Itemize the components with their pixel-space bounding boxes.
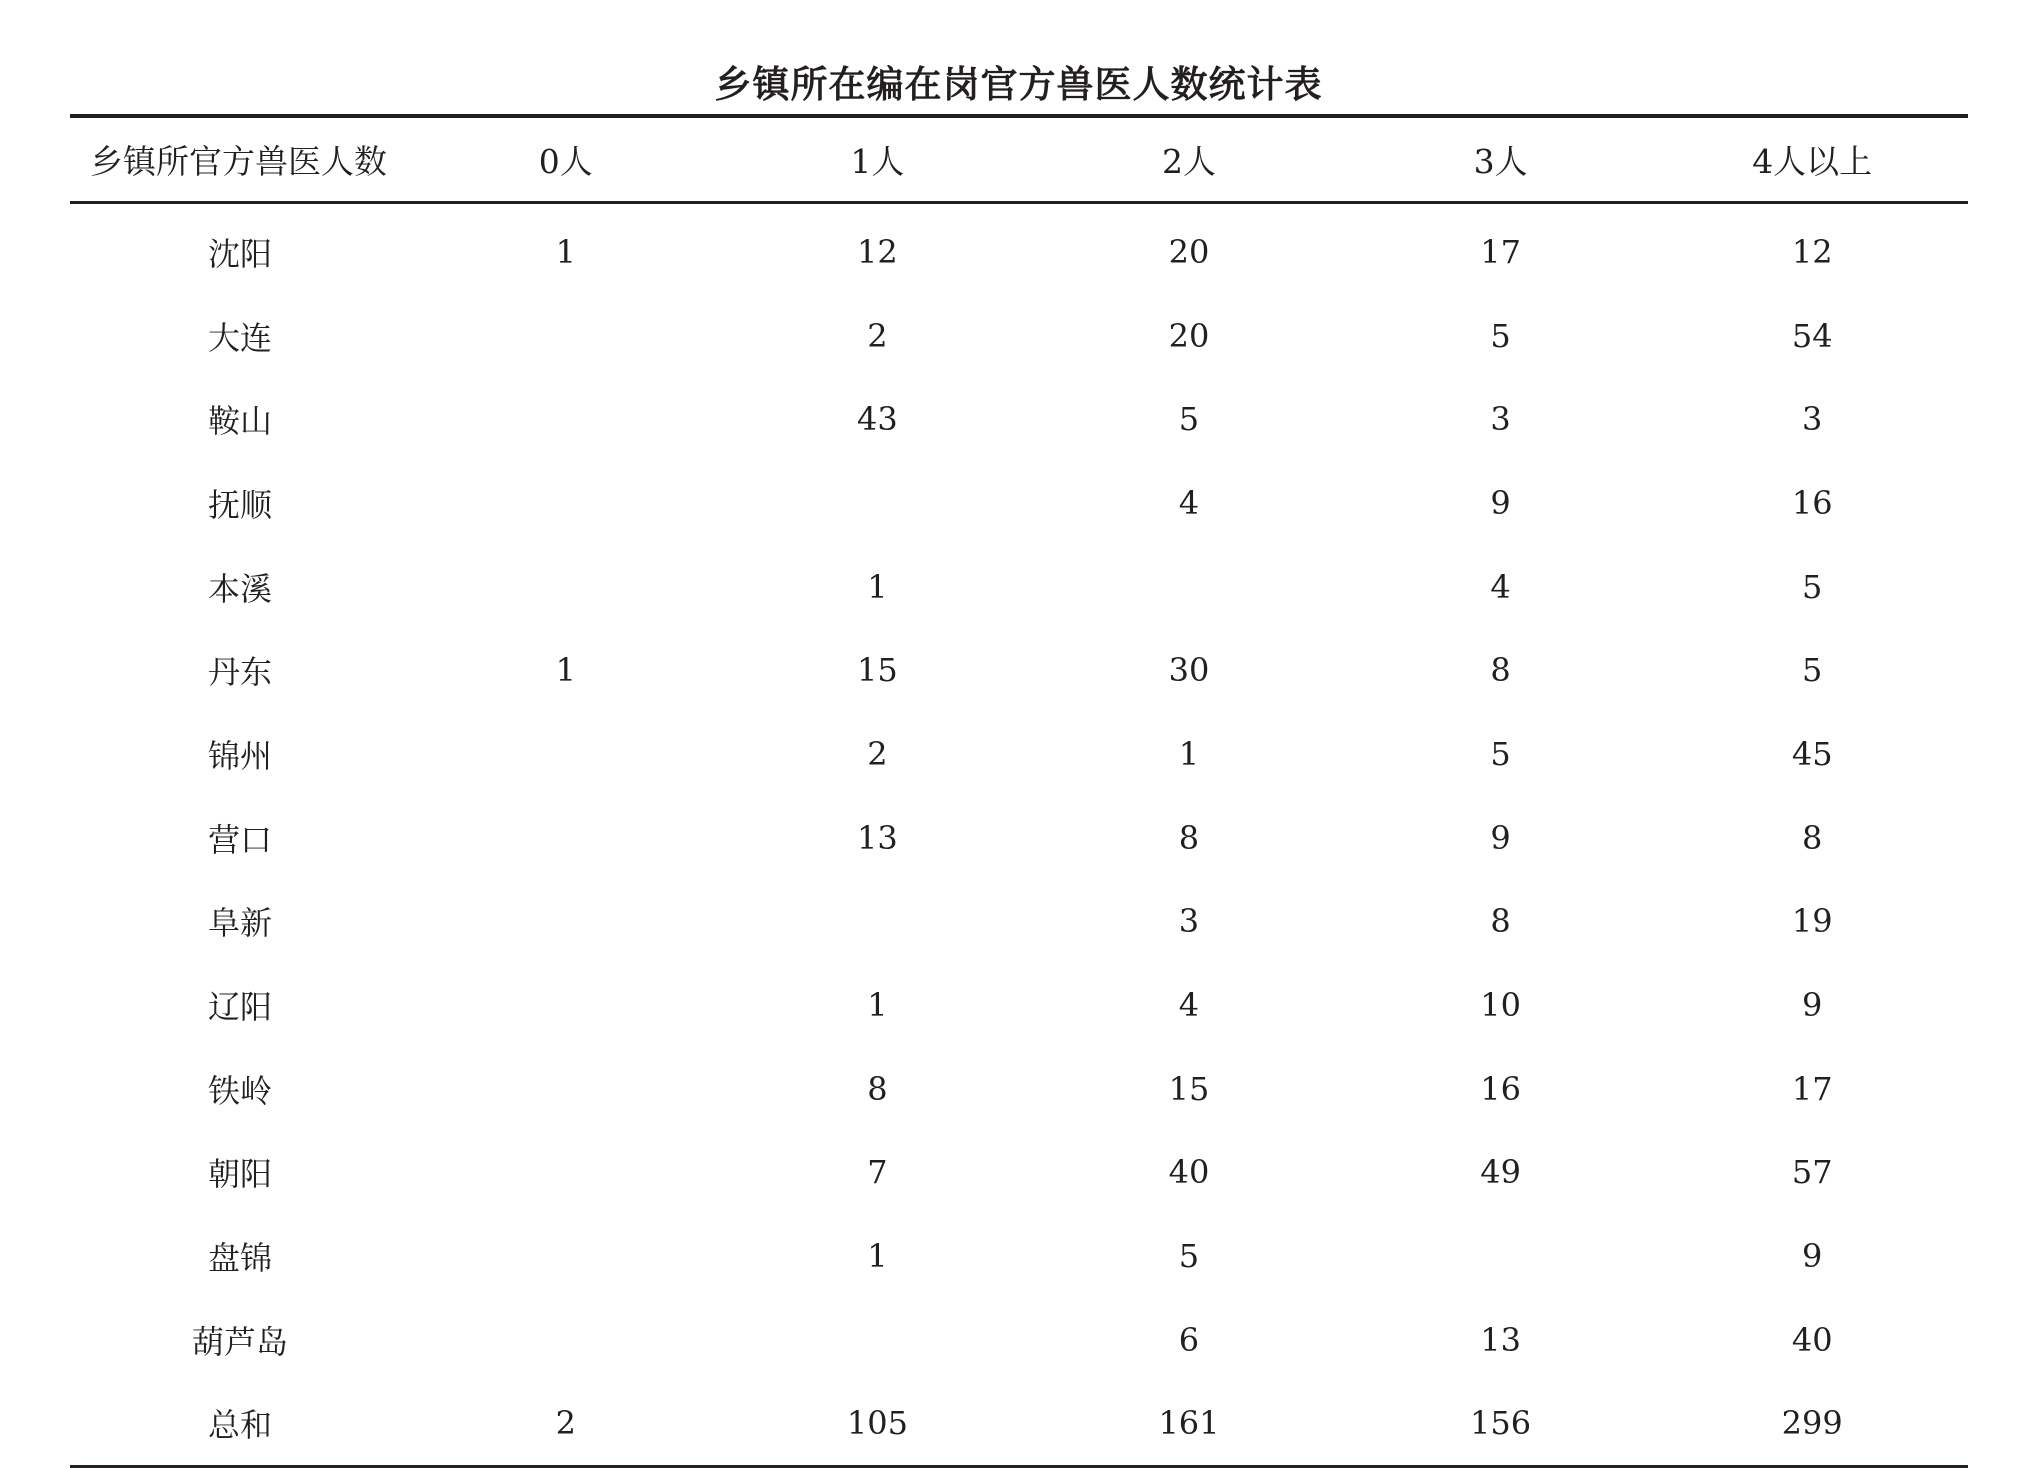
count-cell: 16 <box>1791 483 1833 522</box>
count-cell: 20 <box>1168 232 1210 271</box>
region-cell: 鞍山 <box>207 402 272 441</box>
count-cell <box>722 1298 1034 1382</box>
count-cell: 40 <box>1168 1153 1210 1192</box>
count-cell: 2 <box>410 1382 722 1467</box>
region-cell: 沈阳 <box>207 234 272 273</box>
region-cell: 辽阳 <box>207 988 272 1027</box>
count-cell: 8 <box>1490 902 1511 941</box>
region-cell: 葫芦岛 <box>191 1322 288 1361</box>
table-row <box>70 628 1968 712</box>
count-cell <box>410 461 722 545</box>
count-cell <box>410 294 722 378</box>
count-cell <box>1345 1214 1657 1298</box>
region-cell: 锦州 <box>207 736 272 775</box>
count-cell <box>722 461 1034 545</box>
count-cell: 17 <box>1480 232 1521 271</box>
table-row <box>70 1047 1968 1131</box>
count-cell: 17 <box>1791 1069 1833 1108</box>
table-row <box>70 796 1968 880</box>
count-cell: 45 <box>1791 734 1833 773</box>
count-cell: 9 <box>1490 818 1511 857</box>
count-cell: 1 <box>867 986 888 1025</box>
count-cell: 16 <box>1480 1069 1521 1108</box>
count-cell: 6 <box>1178 1320 1200 1359</box>
count-cell: 13 <box>857 818 898 857</box>
header-cell-4plus: 4人以上 <box>1656 116 1968 203</box>
count-cell: 2 <box>867 316 888 355</box>
count-cell: 105 <box>722 1382 1034 1467</box>
count-cell: 5 <box>1178 400 1200 439</box>
count-cell: 12 <box>857 232 898 271</box>
count-cell: 4 <box>1178 986 1200 1025</box>
count-cell: 5 <box>1802 567 1823 606</box>
count-cell: 5 <box>1178 1237 1200 1276</box>
count-cell <box>410 545 722 629</box>
count-cell: 19 <box>1791 902 1833 941</box>
count-cell <box>410 1131 722 1215</box>
count-cell: 7 <box>867 1153 888 1192</box>
count-cell: 8 <box>1178 818 1200 857</box>
count-cell: 8 <box>1802 818 1823 857</box>
table-body <box>70 203 1968 1467</box>
count-cell <box>410 712 722 796</box>
region-cell: 朝阳 <box>207 1155 272 1194</box>
statistics-table <box>70 114 1968 1468</box>
count-cell: 8 <box>867 1069 888 1108</box>
region-cell: 阜新 <box>207 904 272 943</box>
count-cell: 30 <box>1168 651 1210 690</box>
count-cell: 299 <box>1656 1382 1968 1467</box>
header-cell-1: 1人 <box>722 116 1034 203</box>
count-cell: 156 <box>1345 1382 1657 1467</box>
count-cell: 1 <box>867 1237 888 1276</box>
count-cell: 20 <box>1168 316 1210 355</box>
table-row <box>70 1214 1968 1298</box>
header-cell-0: 0人 <box>410 116 722 203</box>
count-cell <box>410 1298 722 1382</box>
header-cell-category: 乡镇所官方兽医人数 <box>70 116 410 203</box>
table-row <box>70 545 1968 629</box>
count-cell: 1 <box>555 232 576 271</box>
table-row <box>70 377 1968 461</box>
count-cell <box>1033 545 1345 629</box>
count-cell: 4 <box>1490 567 1511 606</box>
count-cell: 9 <box>1490 483 1511 522</box>
count-cell: 15 <box>857 651 898 690</box>
table-row <box>70 1131 1968 1215</box>
count-cell: 57 <box>1791 1153 1833 1192</box>
count-cell: 8 <box>1490 651 1511 690</box>
count-cell: 40 <box>1791 1320 1833 1359</box>
count-cell: 12 <box>1791 232 1833 271</box>
count-cell: 1 <box>555 651 576 690</box>
count-cell <box>410 1047 722 1131</box>
table-row <box>70 461 1968 545</box>
total-row <box>70 1382 1968 1467</box>
count-cell <box>410 880 722 964</box>
header-row <box>70 116 1968 203</box>
count-cell: 10 <box>1480 986 1521 1025</box>
table-row <box>70 712 1968 796</box>
header-cell-2: 2人 <box>1033 116 1345 203</box>
table-row <box>70 203 1968 294</box>
region-cell: 本溪 <box>207 569 272 608</box>
region-cell: 总和 <box>70 1382 410 1467</box>
count-cell: 4 <box>1178 483 1200 522</box>
region-cell: 营口 <box>207 820 272 859</box>
header-cell-3: 3人 <box>1345 116 1657 203</box>
count-cell <box>722 880 1034 964</box>
count-cell: 9 <box>1802 986 1823 1025</box>
count-cell: 15 <box>1168 1069 1210 1108</box>
count-cell: 13 <box>1480 1320 1521 1359</box>
table-title: 乡镇所在编在岗官方兽医人数统计表 <box>714 63 1323 106</box>
count-cell: 5 <box>1802 651 1823 690</box>
table-row <box>70 1298 1968 1382</box>
table-row <box>70 880 1968 964</box>
region-cell: 大连 <box>207 318 272 357</box>
count-cell <box>410 796 722 880</box>
count-cell: 161 <box>1033 1382 1345 1467</box>
count-cell: 5 <box>1490 734 1511 773</box>
count-cell: 9 <box>1802 1237 1823 1276</box>
count-cell: 1 <box>1178 734 1200 773</box>
count-cell <box>410 963 722 1047</box>
count-cell: 5 <box>1490 316 1511 355</box>
count-cell: 54 <box>1791 316 1833 355</box>
table-row <box>70 963 1968 1047</box>
count-cell: 3 <box>1178 902 1200 941</box>
count-cell: 3 <box>1490 400 1511 439</box>
table-row <box>70 294 1968 378</box>
region-cell: 铁岭 <box>207 1071 272 1110</box>
count-cell <box>410 377 722 461</box>
count-cell: 49 <box>1480 1153 1521 1192</box>
count-cell <box>410 1214 722 1298</box>
region-cell: 抚顺 <box>207 485 272 524</box>
count-cell: 2 <box>867 734 888 773</box>
count-cell: 1 <box>867 567 888 606</box>
region-cell: 盘锦 <box>207 1239 272 1278</box>
count-cell: 3 <box>1802 400 1823 439</box>
region-cell: 丹东 <box>207 653 272 692</box>
count-cell: 43 <box>857 400 898 439</box>
